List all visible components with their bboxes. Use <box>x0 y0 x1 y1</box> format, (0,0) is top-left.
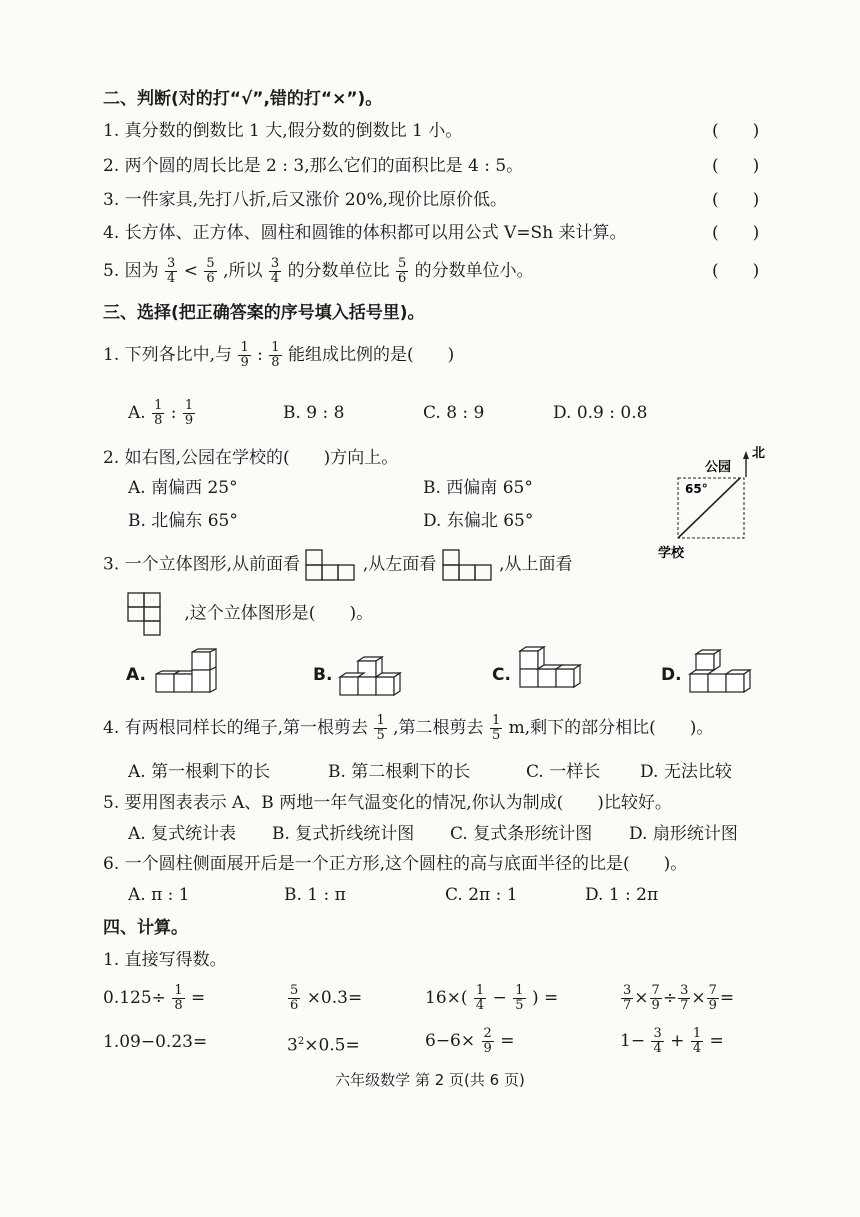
choice-q4-text-b: ,第二根剪去 <box>393 718 484 738</box>
north-label: 北 <box>752 446 766 461</box>
expr-text: ) = <box>531 988 559 1008</box>
fraction-1-5 <box>490 714 502 743</box>
fraction-7-9 <box>650 984 662 1013</box>
choice-q6-option-c[interactable]: C. 2π : 1 <box>445 885 518 905</box>
fraction-numerator: 1 <box>271 340 280 355</box>
choice-q2: 2. 如右图,公园在学校的( )方向上。 <box>103 448 399 468</box>
choice-q4-option-d[interactable]: D. 无法比较 <box>640 762 732 782</box>
fraction-denominator: 4 <box>475 998 485 1013</box>
choice-q1-option-d[interactable]: D. 0.9 : 0.8 <box>553 403 648 423</box>
choice-q5: 5. 要用图表表示 A、B 两地一年气温变化的情况,你认为制成( )比较好。 <box>103 793 672 813</box>
fraction-numerator: 1 <box>376 713 385 728</box>
fraction-numerator: 3 <box>167 256 176 271</box>
judge-q5-text-e: 的分数单位小。 <box>414 261 534 281</box>
fraction-numerator: 3 <box>623 983 632 998</box>
fraction-denominator: 5 <box>491 728 501 743</box>
arrow-head-icon <box>743 451 749 459</box>
fraction-denominator: 9 <box>483 1041 492 1056</box>
fraction-numerator: 1 <box>174 983 183 998</box>
fraction-denominator: 4 <box>270 271 280 286</box>
exponent: 2 <box>297 1036 305 1047</box>
park-label: 公园 <box>705 460 732 475</box>
fraction-denominator: 9 <box>240 355 249 370</box>
cube-figure-d-icon <box>686 648 758 700</box>
expr-text: × <box>634 988 649 1008</box>
fraction-denominator: 4 <box>653 1041 662 1056</box>
fraction-denominator: 7 <box>623 998 632 1013</box>
fraction-1-9 <box>238 341 250 370</box>
choice-q6: 6. 一个圆柱侧面展开后是一个正方形,这个圆柱的高与底面半径的比是( )。 <box>103 854 688 874</box>
fraction-numerator: 3 <box>680 983 689 998</box>
fraction-3-4 <box>651 1027 663 1056</box>
expr-text: − <box>492 988 507 1008</box>
choice-q4-text-c: m,剩下的部分相比( )。 <box>508 718 714 738</box>
fraction-denominator: 6 <box>290 998 299 1013</box>
fraction-numerator: 1 <box>154 398 163 413</box>
expr-text: = <box>191 988 206 1008</box>
choice-q3-text-a: 3. 一个立体图形,从前面看 <box>103 554 301 575</box>
choice-q3-option-a[interactable]: A. <box>126 665 146 685</box>
fraction-1-8 <box>152 399 164 428</box>
choice-q3-text-d: ,这个立体图形是( )。 <box>184 603 374 624</box>
fraction-denominator: 8 <box>174 998 183 1013</box>
judge-q5-text-d: 的分数单位比 <box>287 261 390 281</box>
fraction-numerator: 3 <box>653 1026 662 1041</box>
choice-q6-option-a[interactable]: A. π : 1 <box>128 885 190 905</box>
choice-q4-option-c[interactable]: C. 一样长 <box>526 762 601 782</box>
expr-text: ×0.5= <box>304 1035 360 1056</box>
judge-q3: 3. 一件家具,先打八折,后又涨价 20%,现价比原价低。 <box>103 190 508 210</box>
left-view-icon <box>442 549 494 581</box>
fraction-1-8 <box>172 984 184 1013</box>
fraction-numerator: 2 <box>483 1026 492 1041</box>
expr-text: 3 <box>287 1035 298 1056</box>
choice-q5-option-d[interactable]: D. 扇形统计图 <box>629 824 738 844</box>
fraction-numerator: 7 <box>651 983 660 998</box>
angle-label: 65° <box>685 482 708 496</box>
fraction-numerator: 1 <box>475 983 485 998</box>
calc-expr-8 <box>620 1025 724 1057</box>
judge-q4-answer[interactable]: ( ) <box>712 223 760 243</box>
choice-q5-option-a[interactable]: A. 复式统计表 <box>128 824 237 844</box>
choice-q4-option-a[interactable]: A. 第一根剩下的长 <box>128 762 271 782</box>
fraction-3-4 <box>269 257 281 286</box>
cube-figure-b-icon <box>336 651 408 701</box>
fraction-5-6 <box>204 257 216 286</box>
fraction-denominator: 4 <box>692 1041 702 1056</box>
judge-q1-answer[interactable]: ( ) <box>712 121 760 141</box>
section2-heading: 二、判断(对的打“√”,错的打“×”)。 <box>103 89 383 109</box>
choice-q2-option-d[interactable]: D. 东偏北 65° <box>423 511 534 531</box>
cube-figure-a-icon <box>152 648 224 700</box>
choice-q3-line2 <box>127 592 373 636</box>
section3-heading: 三、选择(把正确答案的序号填入括号里)。 <box>103 303 425 323</box>
choice-q1-option-a[interactable] <box>128 398 196 428</box>
calc-expr-2 <box>287 982 362 1014</box>
fraction-5-6 <box>396 257 408 286</box>
calc-expr-1 <box>103 982 205 1014</box>
expr-text: 16×( <box>425 988 468 1008</box>
front-view-icon <box>305 549 357 581</box>
fraction-numerator: 1 <box>491 713 501 728</box>
option-label: A. <box>128 403 146 423</box>
fraction-numerator: 1 <box>692 1026 702 1041</box>
expr-text: = <box>709 1031 724 1051</box>
expr-text: × <box>691 988 706 1008</box>
choice-q2-option-a[interactable]: A. 南偏西 25° <box>128 478 238 498</box>
expr-text: = <box>719 988 735 1008</box>
calc-sub1: 1. 直接写得数。 <box>103 950 227 970</box>
top-view-icon <box>127 592 179 636</box>
fraction-1-8 <box>269 341 281 370</box>
calc-expr-4 <box>620 982 734 1014</box>
expr-text: = <box>500 1031 515 1051</box>
fraction-denominator: 6 <box>397 271 407 286</box>
section4-heading: 四、计算。 <box>103 918 188 938</box>
choice-q5-option-b[interactable]: B. 复式折线统计图 <box>272 824 415 844</box>
fraction-1-5 <box>513 984 525 1013</box>
choice-q1-text-c: 能组成比例的是( ) <box>287 345 455 365</box>
choice-q1-option-b[interactable]: B. 9 : 8 <box>283 403 345 423</box>
choice-q3-text-b: ,从左面看 <box>362 554 437 575</box>
fraction-7-9 <box>707 984 719 1013</box>
fraction-denominator: 8 <box>271 355 280 370</box>
fraction-denominator: 5 <box>376 728 385 743</box>
fraction-5-6 <box>288 984 300 1013</box>
ratio-colon: : <box>257 345 263 365</box>
judge-q5 <box>103 256 534 286</box>
fraction-3-4 <box>165 257 177 286</box>
choice-q3-option-b[interactable]: B. <box>313 665 333 685</box>
judge-q1: 1. 真分数的倒数比 1 大,假分数的倒数比 1 小。 <box>103 121 463 141</box>
expr-text: + <box>670 1031 685 1051</box>
fraction-1-4 <box>691 1027 703 1056</box>
fraction-3-7 <box>621 984 633 1013</box>
fraction-3-7 <box>678 984 690 1013</box>
choice-q3-option-d[interactable]: D. <box>661 665 682 685</box>
choice-q6-option-d[interactable]: D. 1 : 2π <box>585 885 659 905</box>
judge-q2-answer[interactable]: ( ) <box>712 156 760 176</box>
judge-q5-text-c: ,所以 <box>223 261 263 281</box>
fraction-numerator: 1 <box>184 398 194 413</box>
choice-q6-option-b[interactable]: B. 1 : π <box>284 885 346 905</box>
judge-q5-text-b: < <box>183 261 198 281</box>
expr-text: 6−6× <box>425 1031 476 1051</box>
fraction-denominator: 6 <box>206 271 215 286</box>
judge-q2: 2. 两个圆的周长比是 2 : 3,那么它们的面积比是 4 : 5。 <box>103 156 524 176</box>
fraction-denominator: 5 <box>515 998 524 1013</box>
cube-figure-c-icon <box>516 645 588 701</box>
fraction-1-5 <box>374 714 386 743</box>
direction-figure <box>655 443 775 565</box>
expr-text: ÷ <box>662 988 678 1008</box>
calc-expr-7 <box>425 1025 514 1057</box>
expr-text: 1− <box>620 1031 646 1051</box>
page-footer: 六年级数学 第 2 页(共 6 页) <box>335 1071 525 1089</box>
choice-q1-text-a: 1. 下列各比中,与 <box>103 345 233 365</box>
school-label: 学校 <box>658 546 685 561</box>
choice-q1-option-c[interactable]: C. 8 : 9 <box>423 403 485 423</box>
calc-expr-6 <box>287 1031 360 1057</box>
choice-q2-option-b[interactable]: B. 西偏南 65° <box>423 478 533 498</box>
fraction-1-9 <box>183 399 195 428</box>
fraction-denominator: 9 <box>708 998 717 1013</box>
calc-expr-5: 1.09−0.23= <box>103 1032 208 1052</box>
expr-text: 0.125÷ <box>103 988 166 1008</box>
fraction-denominator: 9 <box>651 998 660 1013</box>
choice-q3-line1 <box>103 549 572 581</box>
fraction-numerator: 1 <box>515 983 524 998</box>
fraction-denominator: 7 <box>680 998 689 1013</box>
calc-expr-3 <box>425 982 558 1014</box>
fraction-numerator: 5 <box>397 256 407 271</box>
judge-q4: 4. 长方体、正方体、圆柱和圆锥的体积都可以用公式 V=Sh 来计算。 <box>103 223 627 243</box>
fraction-denominator: 8 <box>154 413 163 428</box>
expr-text: ×0.3= <box>306 988 363 1008</box>
fraction-denominator: 9 <box>184 413 194 428</box>
choice-q3-text-c: ,从上面看 <box>499 554 573 575</box>
fraction-numerator: 3 <box>270 256 280 271</box>
fraction-numerator: 5 <box>206 256 215 271</box>
ratio-colon: : <box>170 403 177 423</box>
choice-q2-option-c[interactable]: B. 北偏东 65° <box>128 511 238 531</box>
judge-q3-answer[interactable]: ( ) <box>712 190 760 210</box>
choice-q4 <box>103 713 713 743</box>
fraction-1-4 <box>474 984 486 1013</box>
choice-q3-option-c[interactable]: C. <box>492 665 511 685</box>
fraction-denominator: 4 <box>167 271 176 286</box>
choice-q4-text-a: 4. 有两根同样长的绳子,第一根剪去 <box>103 718 369 738</box>
judge-q5-text-a: 5. 因为 <box>103 261 159 281</box>
fraction-numerator: 5 <box>290 983 299 998</box>
fraction-numerator: 1 <box>240 340 249 355</box>
fraction-numerator: 7 <box>708 983 717 998</box>
choice-q1 <box>103 340 454 370</box>
fraction-2-9 <box>482 1027 494 1056</box>
judge-q5-answer[interactable]: ( ) <box>712 261 760 281</box>
choice-q5-option-c[interactable]: C. 复式条形统计图 <box>450 824 593 844</box>
choice-q4-option-b[interactable]: B. 第二根剩下的长 <box>328 762 471 782</box>
direction-diagram <box>655 443 775 565</box>
